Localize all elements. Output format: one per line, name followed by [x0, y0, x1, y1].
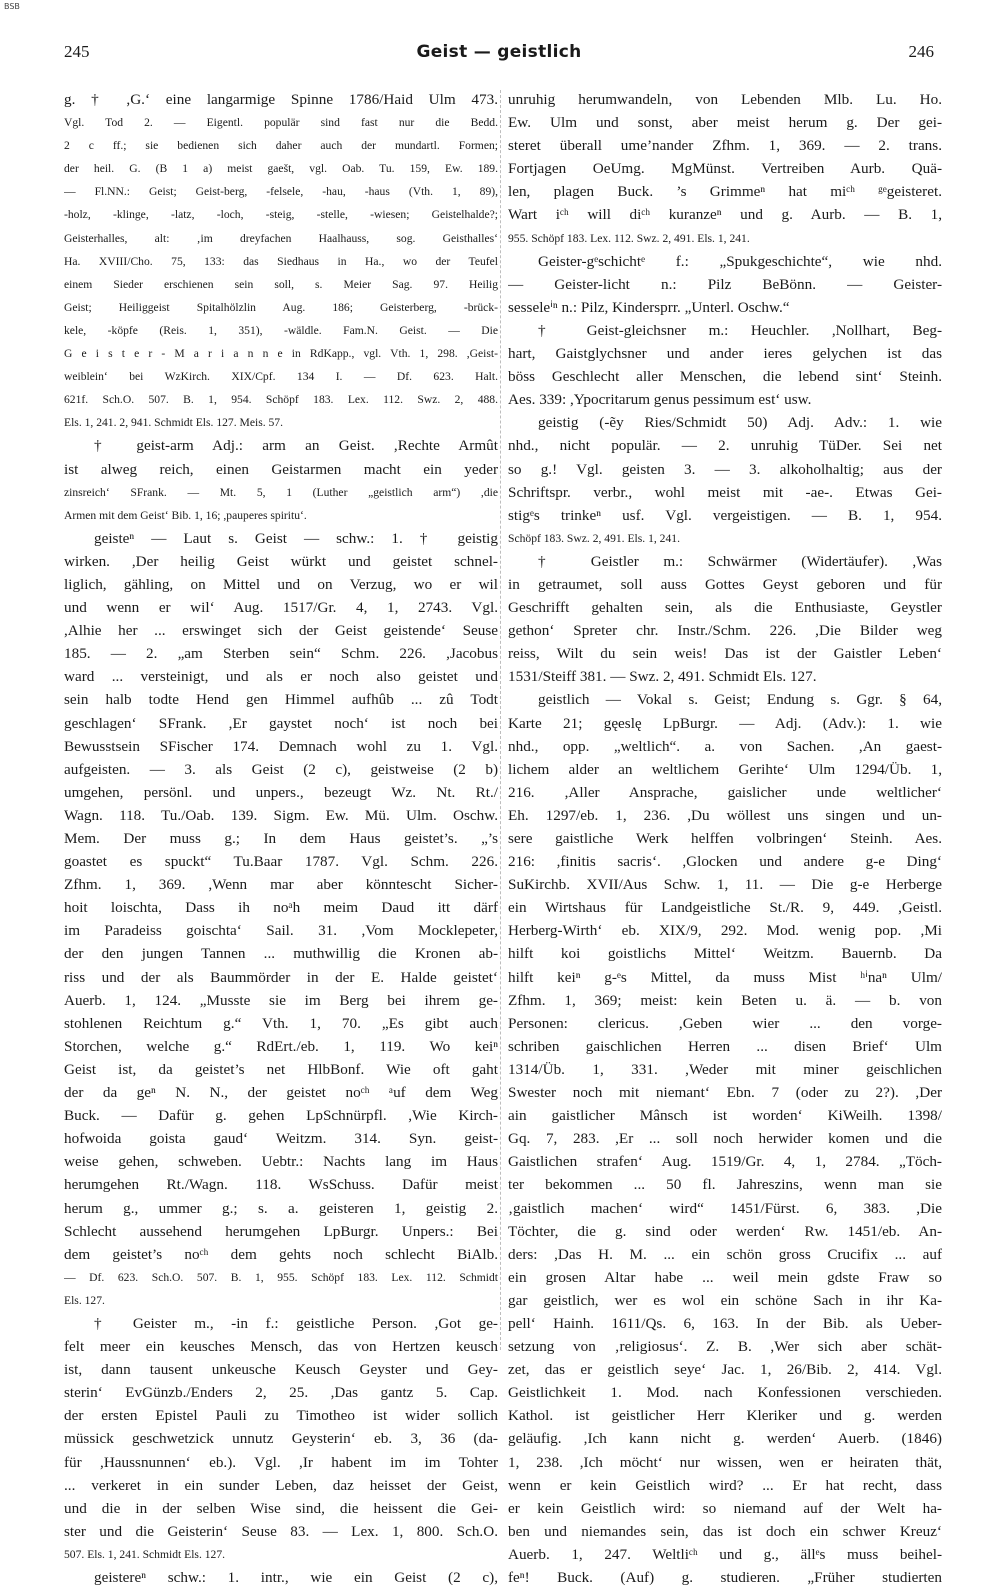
text-line: Kathol. ist geistlicher Herr Kleriker und g. werden — [508, 1407, 942, 1425]
text-line: Zfhm. 1, 369. ,Wenn mar aber könntescht Sicher- — [64, 876, 498, 894]
text-line: feⁿ! Buck. (Auf) g. studieren. „Früher studierten — [508, 1569, 942, 1586]
text-line: Auerb. 1, 247. Weltliᶜʰ und g., ällᵉs muss beihel- — [508, 1545, 942, 1563]
text-line: einem Sieder erschienen sein soll, s. Meier Sag. 97. Heilig — [64, 277, 498, 291]
text-line: schriben gaischlichen Herren ... disen Brief‘ Ulm — [508, 1037, 942, 1055]
text-line: Personen: clericus. ,Geben wier ... den vorge- — [508, 1014, 942, 1032]
text-line: † geist-arm Adj.: arm an Geist. ,Rechte Armût — [94, 437, 498, 455]
text-line: ... verkeret in ein sunder Leben, daz heisset der Geist, — [64, 1476, 498, 1494]
right-column — [508, 88, 942, 1589]
text-line: ‚gaistlich machen‘ wird“ 1451/Fürst. 6, 383. ,Die — [508, 1199, 942, 1217]
text-line: 216. ,Aller Ansprache, gaislicher unde weltlicher‘ — [508, 783, 942, 801]
text-line: gar geistlich, wer es wol ein schöne Sach in ihr Ka- — [508, 1291, 942, 1309]
text-line: hilft koi goistlichs Mittel‘ Weitzm. Bauernb. Da — [508, 945, 942, 963]
text-line: 216: ,finitis sacris‘. ,Glocken und andere g-e Ding‘ — [508, 853, 942, 871]
text-line: Geisterhalles, alt: ‚im dreyfachen Haalhauss, sog. Geisthalles‘ — [64, 231, 498, 245]
text-line: — Df. 623. Sch.O. 507. B. 1, 955. Schöpf 183. Lex. 112. Schmidt — [64, 1270, 498, 1284]
text-line: so g.! Vgl. geisten 3. — 3. alkoholhaltig; aus der — [508, 460, 942, 478]
text-line: Karte 21; gęeslę LpBurgr. — Adj. (Adv.): 1. wie — [508, 714, 942, 732]
text-line: der ersten Epistel Pauli zu Timotheo ist wider sollich — [64, 1407, 498, 1425]
page-number-left: 245 — [64, 42, 90, 61]
text-line: — Geister-licht n.: Pilz BeBönn. — Geister- — [508, 275, 942, 293]
text-line: er kein Geistlich wird: so niemand auf der Welt ha- — [508, 1499, 942, 1517]
column-divider — [500, 90, 501, 1350]
text-line: zinsreich‘ SFrank. — Mt. 5, 1 (Luther „geistlich arm“) ,die — [64, 485, 498, 499]
text-line: goastet es spuckt“ Tu.Baar 1787. Vgl. Schm. 226. — [64, 853, 498, 871]
text-line: pell‘ Hainh. 1611/Qs. 6, 163. In der Bib. als Ueber- — [508, 1314, 942, 1332]
text-line: Wart iᶜʰ will diᶜʰ kuranzeⁿ und g. Aurb. — B. 1, — [508, 206, 942, 224]
text-line: liglich, gähling, on Mittel und on Verzug, wo er wil — [64, 575, 498, 593]
running-head: Geist — geistlich — [416, 42, 582, 62]
text-line: Mem. Der muss g.; In dem Haus geistet’s. „’s — [64, 830, 498, 847]
text-line: Geister-gᵉschichtᵉ f.: „Spukgeschichte“, wie nhd. — [538, 252, 942, 270]
text-line: 2 c ff.; sie bedienen sich daher auch der mundartl. Formen; — [64, 139, 498, 153]
page-header — [64, 42, 934, 72]
text-line: g. † ,G.‘ eine langarmige Spinne 1786/Haid Ulm 473. — [64, 91, 498, 108]
text-line: Storchen, welche g.“ RdErt./eb. 1, 119. Wo keiⁿ — [64, 1037, 498, 1055]
text-line: geschlagen‘ SFrank. ,Er gaystet noch‘ ist noch bei — [64, 714, 498, 732]
text-line: stigᵉs trinkeⁿ usf. Vgl. vergeistigen. — B. 1, 954. — [508, 506, 942, 524]
text-line: der heil. G. (B 1 a) meist gaešt, vgl. Oab. Tu. 159, Ew. 189. — [64, 162, 498, 176]
text-line: Herberg-Wirth‘ eb. XIX/9, 292. Mod. wenig pop. ,Mi — [508, 922, 942, 940]
text-line: Schöpf 183. Swz. 2, 491. Els. 1, 241. — [508, 531, 680, 545]
text-line: 507. Els. 1, 241. Schmidt Els. 127. — [64, 1547, 226, 1561]
text-line: reiss, Wilt du sein weis! Das ist der Gaistler Leben‘ — [508, 645, 942, 663]
text-line: Vgl. Tod 2. — Eigentl. populär sind fast nur die Bedd. — [64, 116, 498, 130]
page-number-right: 246 — [908, 42, 934, 61]
text-line: sterin‘ EvGünzb./Enders 2, 25. ,Das gantz 5. Cap. — [64, 1384, 498, 1402]
text-line: 1, 238. ,Ich möcht‘ nur wissen, wen er heiraten thät, — [508, 1453, 942, 1471]
text-line: Geist ist, da geistet’s net HlbBonf. Wie oft gaht — [64, 1060, 498, 1078]
text-line: -holz, -klinge, -latz, -loch, -steig, -stelle, -wiesen; Geistelhalde?; — [64, 208, 498, 222]
text-line: Gaistlichen strafen‘ Aug. 1519/Gr. 4, 1, 2784. „Töch- — [508, 1153, 942, 1171]
text-line: weiblein‘ bei WzKirch. XIX/Cpf. 134 I. — Df. 623. Halt. — [64, 370, 498, 384]
text-line: 185. — 2. „am Sterben sein“ Schm. 226. ,Jacobus — [64, 645, 498, 663]
text-line: Auerb. 1, 124. „Musste sie im Berg bei ihrem ge- — [64, 991, 498, 1009]
text-line: geläufig. ,Ich kann nicht g. werden‘ Auerb. (1846) — [508, 1430, 942, 1448]
text-line: geistereⁿ schw.: 1. intr., wie ein Geist (2 c), — [94, 1569, 498, 1586]
text-line: ben und niemandes sein, das ist doch ein schwer Kreuz‘ — [508, 1522, 942, 1540]
text-line: † Geister m., -in f.: geistliche Person. ,Got ge- — [94, 1314, 498, 1332]
text-line: nhd., nicht populär. — 2. unruhig TüDer. Sei net — [508, 437, 942, 455]
text-line: böss Geschlecht aller Menschen, die lebend sint‘ Steinh. — [508, 368, 942, 386]
text-line: geisteⁿ — Laut s. Geist — schw.: 1. † geistig — [94, 529, 498, 547]
text-line: hilft keiⁿ g-ᵉs Mittel, da muss Mist ʰⁱnaⁿ Ulm/ — [508, 968, 942, 986]
text-line: ders: ,Das H. M. ... ein schön gross Crucifix ... auf — [508, 1245, 942, 1263]
text-line: Geschrifft gehalten sein, als die Enthusiaste, Geystler — [508, 599, 942, 617]
text-line: Eh. 1297/eb. 1, 236. ,Du wöllest uns singen und un- — [508, 806, 942, 824]
text-line: Bewusstsein SFischer 174. Demnach wohl zu 1. Vgl. — [64, 737, 498, 755]
text-line: Els. 1, 241. 2, 941. Schmidt Els. 127. Meis. 57. — [64, 416, 283, 430]
text-line: 1314/Üb. 1, 331. ,Weder mit miner geischlichen — [508, 1060, 942, 1078]
text-line: Schriftspr. verbr., wohl meist mit -ae-. Etwas Gei- — [508, 483, 942, 501]
text-line: unruhig herumwandeln, von Lebenden Mlb. Lu. Ho. — [508, 91, 942, 108]
text-line: aufgeisten. — 3. als Geist (2 c), geistweise (2 b) — [64, 760, 498, 778]
text-line: dem geistet’s noᶜʰ dem gehts noch schlecht BiAlb. — [64, 1245, 498, 1263]
text-line: geistig (-ẽy Ries/Schmidt 50) Adj. Adv.: 1. wie — [538, 414, 942, 432]
text-line: Gq. 7, 283. ,Er ... soll noch herwider komen und die — [508, 1130, 942, 1148]
text-line: Aes. 339: ,Ypocritarum genus pessimum est‘ usw. — [508, 391, 812, 409]
text-line: ist alweg reich, einen Geistarmen macht ein yeder — [64, 460, 498, 478]
text-line: sere gaistliche Werk helffen volbringen‘ Steinh. Aes. — [508, 830, 942, 847]
text-line: ster und die Geisterin‘ Seuse 83. — Lex. 1, 800. Sch.O. — [64, 1522, 498, 1540]
text-line: sesseleⁱⁿ n.: Pilz, Kindersprr. „Unterl. Oschw.“ — [508, 298, 790, 316]
text-line: Töchter, die g. sind oder werden‘ Rw. 1451/eb. An- — [508, 1222, 942, 1240]
text-line: herumgehen Rt./Wagn. 118. WsSchuss. Dafür meist — [64, 1176, 498, 1194]
text-line: der da geⁿ N. N., der geistet noᶜʰ ᵃuf dem Weg — [64, 1084, 498, 1102]
text-line: Geist; Heiliggeist Spitalhölzlin Aug. 186; Geisterberg, -brück- — [64, 300, 498, 314]
library-stamp: BSB — [4, 2, 20, 11]
text-line: wirken. ,Der heilig Geist würkt und geistet schnel- — [64, 552, 498, 570]
text-line: ain gaistlicher Mânsch ist worden‘ KiWeilh. 1398/ — [508, 1107, 942, 1125]
text-line: im Paradeiss goischta‘ Sail. 31. ,Vom Mocklepeter, — [64, 922, 498, 940]
text-line: Els. 127. — [64, 1293, 105, 1307]
text-line: müssick geschwetzick unnutz Geysterin‘ eb. 3, 36 (da- — [64, 1430, 498, 1448]
text-line: ter bekommen ... 50 fl. Jahreszins, wenn man sie — [508, 1176, 942, 1194]
text-line: umgehen, persönl. und unpers., bezeugt Wz. Nt. Rt./ — [64, 783, 498, 801]
text-line: len, plagen Buck. ’s Grimmeⁿ hat miᶜʰ ᵍᵉgeisteret. — [508, 183, 942, 201]
text-line: ist, dann tausent unkeusche Keusch Geyster und Gey- — [64, 1361, 498, 1379]
text-line: 621f. Sch.O. 507. B. 1, 954. Schöpf 183. Lex. 112. Swz. 2, 488. — [64, 393, 498, 407]
text-line: wenn er kein Geistlich wird? ... Er hat recht, dass — [508, 1476, 942, 1494]
text-line: und die in der selben Wise sind, die heissent die Gei- — [64, 1499, 498, 1517]
text-line: und wenn er wil‘ Aug. 1517/Gr. 4, 1, 2743. Vgl. — [64, 599, 498, 617]
text-line: 955. Schöpf 183. Lex. 112. Swz. 2, 491. Els. 1, 241. — [508, 231, 750, 245]
left-column — [64, 88, 498, 1589]
text-line: Schlecht aussehend herumgehen LpBurgr. Unpers.: Bei — [64, 1222, 498, 1240]
text-line: herum g., ummer g.; s. a. geisteren 1, geistig 2. — [64, 1199, 498, 1217]
text-line: hofwoida goista gaud‘ Weitzm. 314. Syn. geist- — [64, 1130, 498, 1148]
text-line: Swester noch mit niemant‘ Ebn. 7 (oder zu 2?). ,Der — [508, 1084, 942, 1102]
text-line: lichem alder an weltlichem Gerihte‘ Ulm 1294/Üb. 1, — [508, 760, 942, 778]
text-line: Wagn. 118. Tu./Oab. 139. Sigm. Ew. Mü. Ulm. Oschw. — [64, 806, 498, 824]
text-line: G e i s t e r - M a r i a n n e in RdKapp., vgl. Vth. 1, 298. ,Geist- — [64, 347, 498, 361]
text-line: Geistlichkeit 1. Mod. nach Konfessionen verschieden. — [508, 1384, 942, 1402]
text-line: zet, das er geistlich seye‘ Jac. 1, 26/Bib. 2, 414. Vgl. — [508, 1361, 942, 1379]
text-line: sein halb todte Hend gen Himmel aufhûb ... zû Todt — [64, 691, 498, 709]
text-line: kele, -köpfe (Reis. 1, 351), -wäldle. Fam.N. Geist. — Die — [64, 323, 498, 337]
text-line: ward ... versteinigt, und als er noch also geistet und — [64, 668, 498, 686]
text-line: gethon‘ Spreter chr. Instr./Schm. 226. ,Die Bilder weg — [508, 622, 942, 640]
text-line: weise gehen, schweben. Uebtr.: Nachts lang im Haus — [64, 1153, 498, 1171]
text-line: felt meer ein keusches Mensch, das von Hertzen keusch — [64, 1338, 498, 1356]
text-line: ,Alhie her ... erswinget sich der Geist geistende‘ Seuse — [64, 622, 498, 640]
text-line: hoit loischta, Dass ih noᵃh meim Daud itt därf — [64, 899, 498, 917]
text-line: ein Wirtshaus für Landgeistliche St./R. 9, 449. ,Geistl. — [508, 899, 942, 917]
text-line: Buck. — Dafür g. gehen LpSchnürpfl. ,Wie Kirch- — [64, 1107, 498, 1125]
text-line: stohlenen Reichtum g.“ Vth. 1, 70. „Es gibt auch — [64, 1014, 498, 1032]
text-line: geistlich — Vokal s. Geist; Endung s. Ggr. § 64, — [538, 691, 942, 709]
text-line: ein grosen Altar habe ... weil mein gdste Fraw so — [508, 1268, 942, 1286]
text-line: der den jungen Tannen ... muthwillig die Kronen ab- — [64, 945, 498, 963]
text-line: SuKirchb. XVII/Aus Schw. 1, 11. — Die g-e Herberge — [508, 876, 942, 894]
text-line: setzung von ‚religiosus‘. Z. B. ,Wer sich aber schät- — [508, 1338, 942, 1356]
text-line: 1531/Steiff 381. — Swz. 2, 491. Schmidt Els. 127. — [508, 668, 817, 686]
text-line: nhd., opp. „weltlich“. a. von Sachen. ,An gaest- — [508, 737, 942, 755]
text-line: † Geistler m.: Schwärmer (Widertäufer). ,Was — [538, 552, 942, 570]
text-line: steret überall ume’nander Zfhm. 1, 369. — 2. trans. — [508, 137, 942, 155]
text-line: Armen mit dem Geist‘ Bib. 1, 16; ,pauperes spiritu‘. — [64, 508, 307, 522]
text-line: Fortjagen OeUmg. MgMünst. Vertreiben Aurb. Quä- — [508, 160, 942, 178]
text-line: hart, Gaistglychsner und ander ieres gelychen ist das — [508, 345, 942, 363]
text-line: Ew. Ulm und sonst, aber meist herum g. Der gei- — [508, 114, 942, 132]
text-line: Zfhm. 1, 369; meist: kein Beten u. ä. — b. von — [508, 991, 942, 1009]
text-line: Ha. XVIII/Cho. 75, 133: das Siedhaus in Ha., wo der Teufel — [64, 254, 498, 268]
text-line: — Fl.NN.: Geist; Geist-berg, -felsele, -hau, -haus (Vth. 1, 89), — [64, 185, 498, 199]
text-line: für ,Haussnunnen‘ eb.). Vgl. ,Ir habent im im Tohter — [64, 1453, 498, 1471]
text-line: riss und der als Baummörder in der E. Halde geistet‘ — [64, 968, 498, 986]
text-line: † Geist-gleichsner m.: Heuchler. ,Nollhart, Beg- — [538, 321, 942, 339]
text-line: in getraumet, soll auss Gottes Geyst geboren und für — [508, 575, 942, 593]
